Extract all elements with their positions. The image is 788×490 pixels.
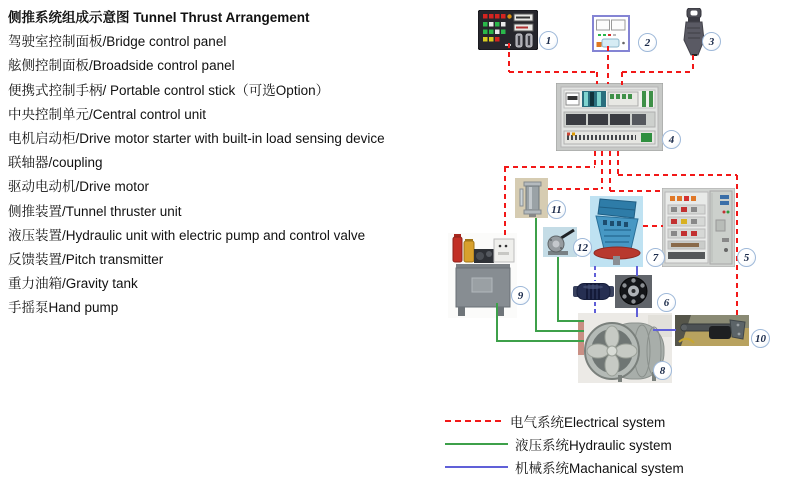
legend xyxy=(445,409,684,478)
electrical-line xyxy=(548,188,602,190)
hydraulic-line xyxy=(535,218,537,331)
hydraulic-line xyxy=(496,303,498,341)
drive-motor-image xyxy=(590,196,643,272)
hydraulic-line-sample xyxy=(445,443,508,445)
pitch-transmitter-image xyxy=(675,315,749,351)
mechanical-line xyxy=(636,308,638,317)
coupling-flange-image xyxy=(615,275,652,313)
legend-electrical xyxy=(445,409,684,432)
electrical-line xyxy=(509,71,598,73)
label-list xyxy=(8,6,458,321)
label-hand-pump: 手摇泵Hand pump xyxy=(8,300,119,316)
callout-9: 9 xyxy=(511,286,530,305)
label-drive-motor-starter: 电机启动柜/Drive motor starter with built-in load sensing device xyxy=(8,131,385,147)
callout-5: 5 xyxy=(737,248,756,267)
electrical-line xyxy=(601,151,603,189)
electrical-line xyxy=(617,151,619,175)
label-tunnel-thruster-unit: 侧推装置/Tunnel thruster unit xyxy=(8,203,182,219)
hydraulic-line xyxy=(557,320,584,322)
callout-6: 6 xyxy=(657,293,676,312)
legend-hydraulic-label: 液压系统Hydraulic system xyxy=(515,437,672,453)
label-gravity-tank: 重力油箱/Gravity tank xyxy=(8,276,138,292)
electrical-line xyxy=(643,225,663,227)
label-bridge-control-panel: 驾驶室控制面板/Bridge control panel xyxy=(8,34,227,50)
label-portable-control-stick: 便携式控制手柄/ Portable control stick（可选Option） xyxy=(8,82,330,98)
diagram-title: 侧推系统组成示意图 Tunnel Thrust Arrangement xyxy=(8,10,310,25)
callout-1: 1 xyxy=(539,31,558,50)
mechanical-line xyxy=(653,329,676,331)
label-coupling: 联轴器/coupling xyxy=(8,155,103,171)
callout-2: 2 xyxy=(638,33,657,52)
mechanical-line xyxy=(594,266,596,281)
drive-motor-starter-cabinet-image xyxy=(662,188,735,272)
callout-4: 4 xyxy=(662,130,681,149)
label-broadside-control-panel: 舷侧控制面板/Broadside control panel xyxy=(8,58,235,74)
electrical-line xyxy=(609,151,611,191)
portable-control-stick-image xyxy=(681,8,707,61)
hydraulic-line xyxy=(535,330,584,332)
electrical-line xyxy=(607,46,609,84)
legend-mechanical-label: 机械系统Machanical system xyxy=(515,460,684,476)
hydraulic-unit-image xyxy=(448,233,517,323)
mechanical-line xyxy=(594,302,596,316)
broadside-control-panel-image xyxy=(592,15,630,57)
hydraulic-line xyxy=(496,340,584,342)
mechanical-line xyxy=(636,266,638,276)
electrical-line xyxy=(508,43,510,72)
label-drive-motor: 驱动电动机/Drive motor xyxy=(8,179,150,195)
legend-mechanical xyxy=(445,455,684,478)
legend-hydraulic xyxy=(445,432,684,455)
electrical-line xyxy=(621,72,623,85)
electrical-line xyxy=(596,72,598,84)
electrical-line xyxy=(594,151,596,167)
electrical-line xyxy=(618,174,737,176)
electrical-line xyxy=(736,175,738,316)
callout-12: 12 xyxy=(573,238,592,257)
electrical-line xyxy=(692,55,694,72)
hand-pump-image xyxy=(543,227,577,262)
callout-7: 7 xyxy=(646,248,665,267)
label-pitch-transmitter: 反馈装置/Pitch transmitter xyxy=(8,252,164,268)
label-hydraulic-unit: 液压装置/Hydraulic unit with electric pump and control valve xyxy=(8,227,366,243)
mechanical-line-sample xyxy=(445,466,508,468)
electrical-line xyxy=(504,167,506,236)
electrical-line xyxy=(622,71,693,73)
central-control-unit-image xyxy=(556,83,663,156)
callout-3: 3 xyxy=(702,32,721,51)
label-central-control-unit: 中央控制单元/Central control unit xyxy=(8,106,207,122)
electrical-line xyxy=(504,166,595,168)
electrical-line xyxy=(610,190,663,192)
gravity-tank-image xyxy=(515,178,548,223)
legend-electrical-label: 电气系统Electrical system xyxy=(510,414,666,430)
callout-8: 8 xyxy=(653,361,672,380)
electrical-line-sample xyxy=(445,420,503,422)
callout-10: 10 xyxy=(751,329,770,348)
hydraulic-line xyxy=(557,257,559,321)
callout-11: 11 xyxy=(547,200,566,219)
